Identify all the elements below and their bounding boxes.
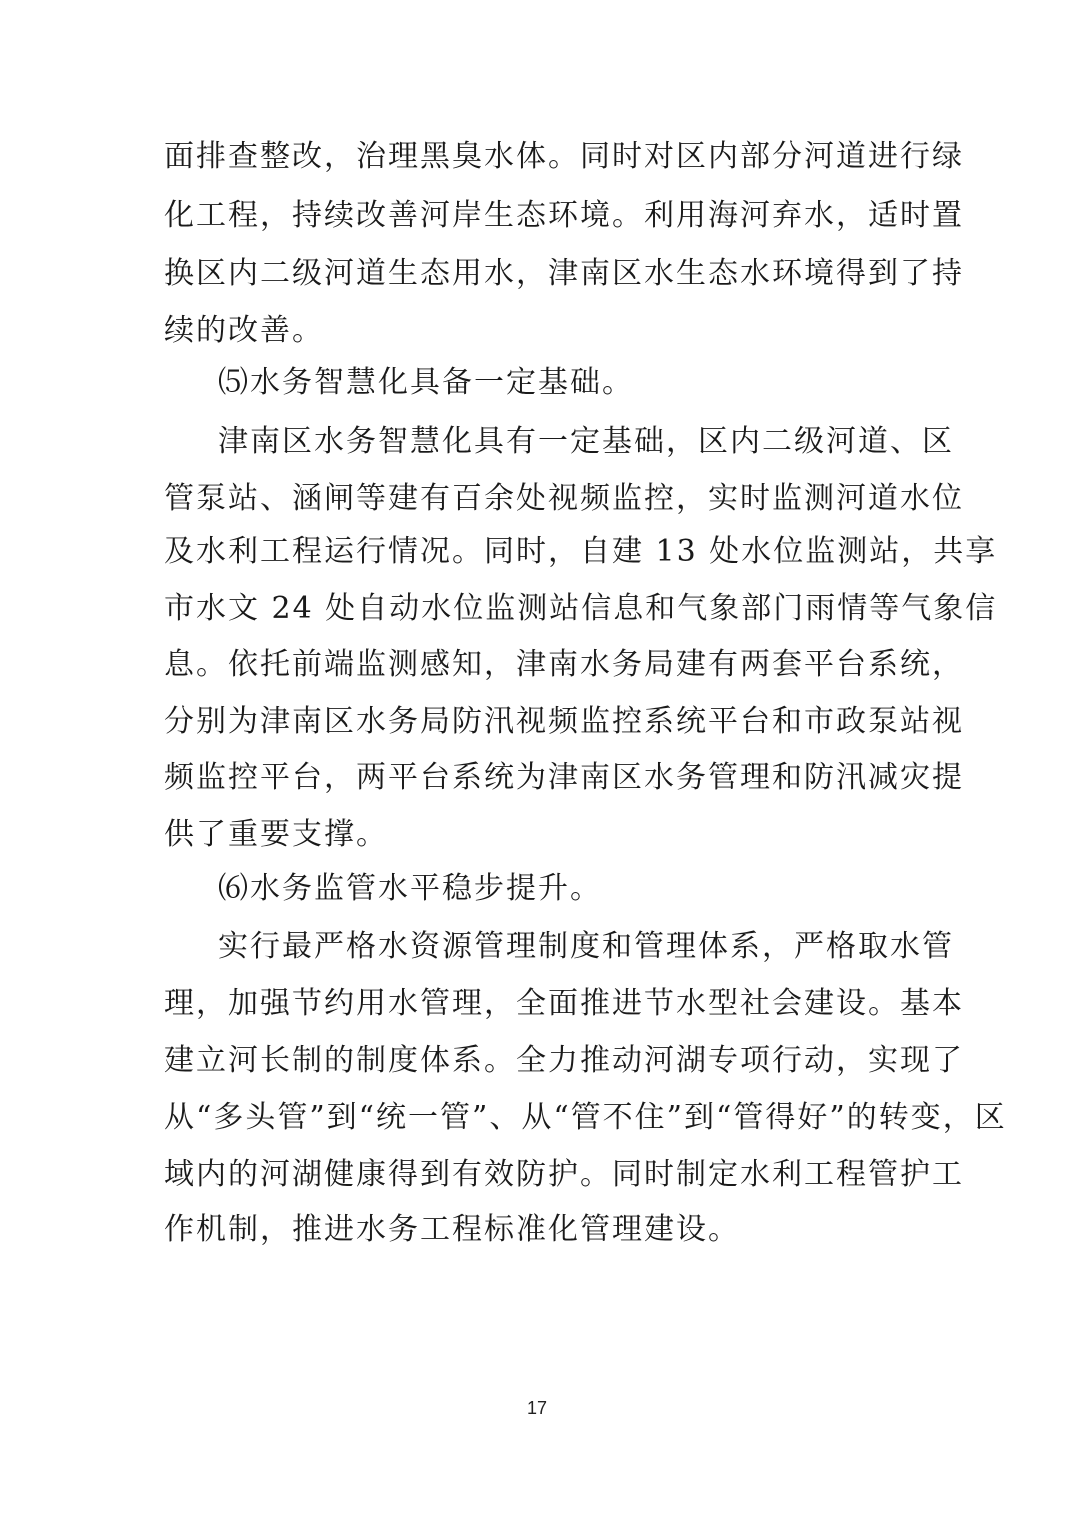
paragraph-line: 从“多头管”到“统一管”、从“管不住”到“管得好”的转变，区	[164, 1100, 1007, 1135]
paragraph-line: 及水利工程运行情况。同时，自建 13 处水位监测站，共享	[164, 534, 998, 569]
paragraph-line: 化工程，持续改善河岸生态环境。利用海河弃水，适时置	[164, 198, 964, 233]
paragraph-line: 作机制，推进水务工程标准化管理建设。	[164, 1212, 740, 1247]
paragraph-line: 息。依托前端监测感知，津南水务局建有两套平台系统，	[164, 647, 964, 682]
paragraph-line: 供了重要支撑。	[164, 817, 388, 852]
paragraph-line: 续的改善。	[164, 313, 324, 348]
section-heading: ⑹水务监管水平稳步提升。	[218, 871, 602, 906]
page-number: 17	[526, 1398, 548, 1418]
paragraph-line: 域内的河湖健康得到有效防护。同时制定水利工程管护工	[164, 1157, 964, 1192]
paragraph-line: 频监控平台，两平台系统为津南区水务管理和防汛减灾提	[164, 760, 964, 795]
section-heading: ⑸水务智慧化具备一定基础。	[218, 365, 634, 400]
paragraph-line: 换区内二级河道生态用水，津南区水生态水环境得到了持	[164, 256, 964, 291]
paragraph-line: 分别为津南区水务局防汛视频监控系统平台和市政泵站视	[164, 704, 964, 739]
paragraph-line: 津南区水务智慧化具有一定基础，区内二级河道、区	[218, 424, 954, 459]
paragraph-line: 建立河长制的制度体系。全力推动河湖专项行动，实现了	[164, 1043, 964, 1078]
paragraph-line: 管泵站、涵闸等建有百余处视频监控，实时监测河道水位	[164, 481, 964, 516]
paragraph-line: 面排查整改，治理黑臭水体。同时对区内部分河道进行绿	[164, 139, 964, 174]
paragraph-line: 市水文 24 处自动水位监测站信息和气象部门雨情等气象信	[164, 591, 998, 626]
paragraph-line: 理，加强节约用水管理，全面推进节水型社会建设。基本	[164, 986, 964, 1021]
paragraph-line: 实行最严格水资源管理制度和管理体系，严格取水管	[218, 929, 954, 964]
